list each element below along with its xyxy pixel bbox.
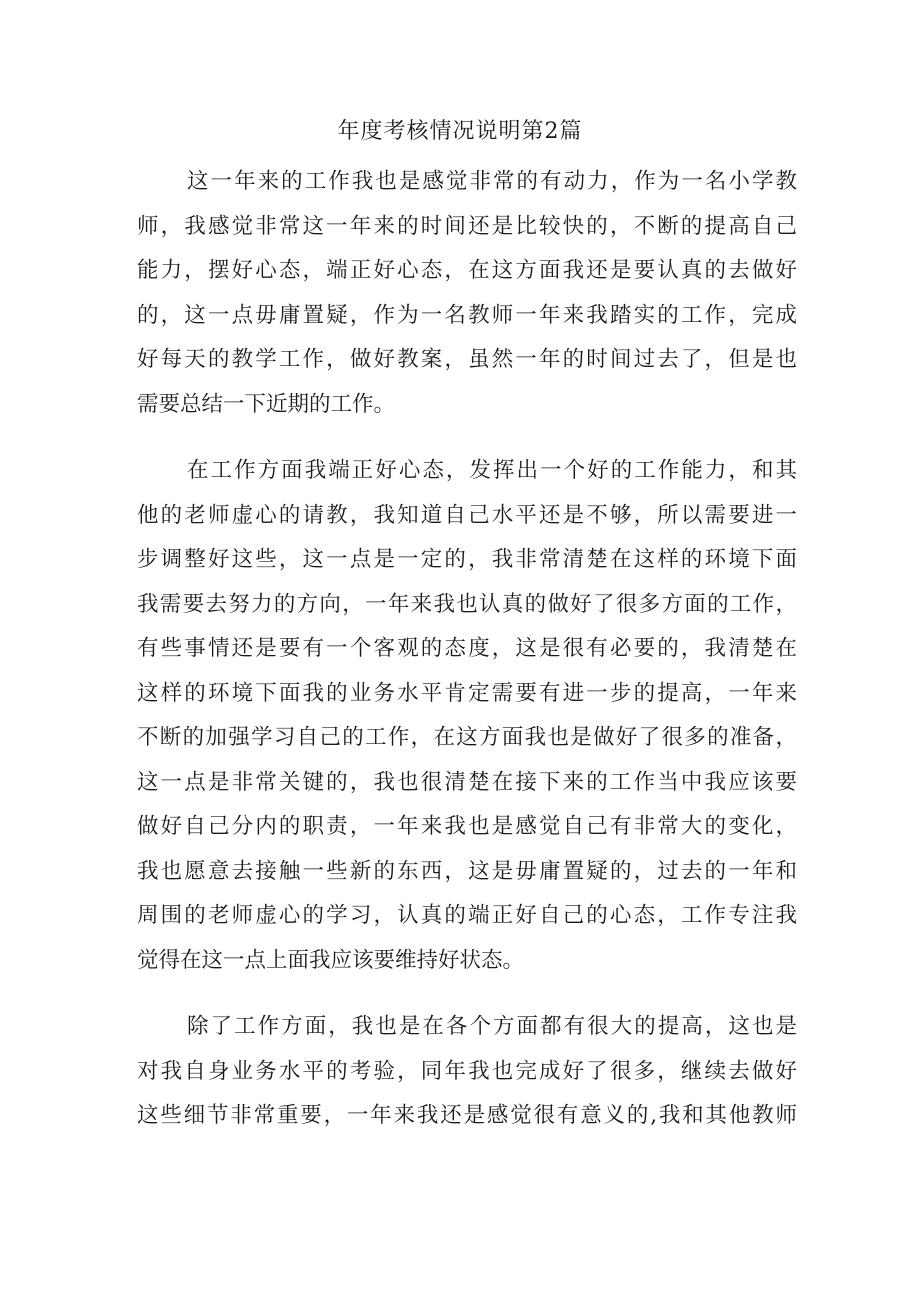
paragraph-line: 师，我感觉非常这一年来的时间还是比较快的，不断的提高自己 bbox=[137, 213, 797, 239]
paragraph-line: 我也愿意去接触一些新的东西，这是毋庸置疑的，过去的一年和 bbox=[137, 858, 797, 884]
paragraph-line: 做好自己分内的职责，一年来我也是感觉自己有非常大的变化， bbox=[137, 814, 797, 839]
paragraph-line: 在工作方面我端正好心态，发挥出一个好的工作能力，和其 bbox=[187, 458, 797, 483]
paragraph-line: 需要总结一下近期的工作。 bbox=[137, 391, 396, 417]
paragraph-2 bbox=[137, 449, 797, 983]
paragraph-3 bbox=[137, 1005, 797, 1139]
paragraph-line: 能力，摆好心态，端正好心态，在这方面我还是要认真的去做好 bbox=[137, 258, 797, 283]
paragraph-line: 这一年来的工作我也是感觉非常的有动力，作为一名小学教 bbox=[187, 169, 797, 194]
paragraph-line: 这些细节非常重要，一年来我还是感觉很有意义的,我和其他教师 bbox=[137, 1103, 797, 1128]
paragraph-line: 这样的环境下面我的业务水平肯定需要有进一步的提高，一年来 bbox=[137, 680, 797, 706]
paragraph-line: 这一点是非常关键的，我也很清楚在接下来的工作当中我应该要 bbox=[137, 769, 797, 795]
paragraph-1 bbox=[137, 160, 797, 427]
paragraph-line: 好每天的教学工作，做好教案，虽然一年的时间过去了，但是也 bbox=[137, 347, 797, 372]
paragraph-line: 除了工作方面，我也是在各个方面都有很大的提高，这也是 bbox=[187, 1014, 797, 1039]
document-title: 年度考核情况说明第2篇 bbox=[337, 119, 583, 144]
paragraph-line: 的，这一点毋庸置疑，作为一名教师一年来我踏实的工作，完成 bbox=[137, 302, 797, 328]
paragraph-line: 我需要去努力的方向，一年来我也认真的做好了很多方面的工作， bbox=[137, 591, 797, 617]
paragraph-line: 他的老师虚心的请教，我知道自己水平还是不够，所以需要进一 bbox=[137, 502, 797, 528]
paragraph-line: 有些事情还是要有一个客观的态度，这是很有必要的，我清楚在 bbox=[137, 636, 797, 661]
paragraph-line: 对我自身业务水平的考验，同年我也完成好了很多，继续去做好 bbox=[137, 1058, 797, 1084]
paragraph-line: 不断的加强学习自己的工作，在这方面我也是做好了很多的准备， bbox=[137, 725, 797, 750]
paragraph-line: 周围的老师虚心的学习，认真的端正好自己的心态，工作专注我 bbox=[137, 903, 797, 928]
paragraph-line: 觉得在这一点上面我应该要维持好状态。 bbox=[137, 947, 525, 973]
paragraph-line: 步调整好这些，这一点是一定的，我非常清楚在这样的环境下面 bbox=[137, 547, 797, 572]
